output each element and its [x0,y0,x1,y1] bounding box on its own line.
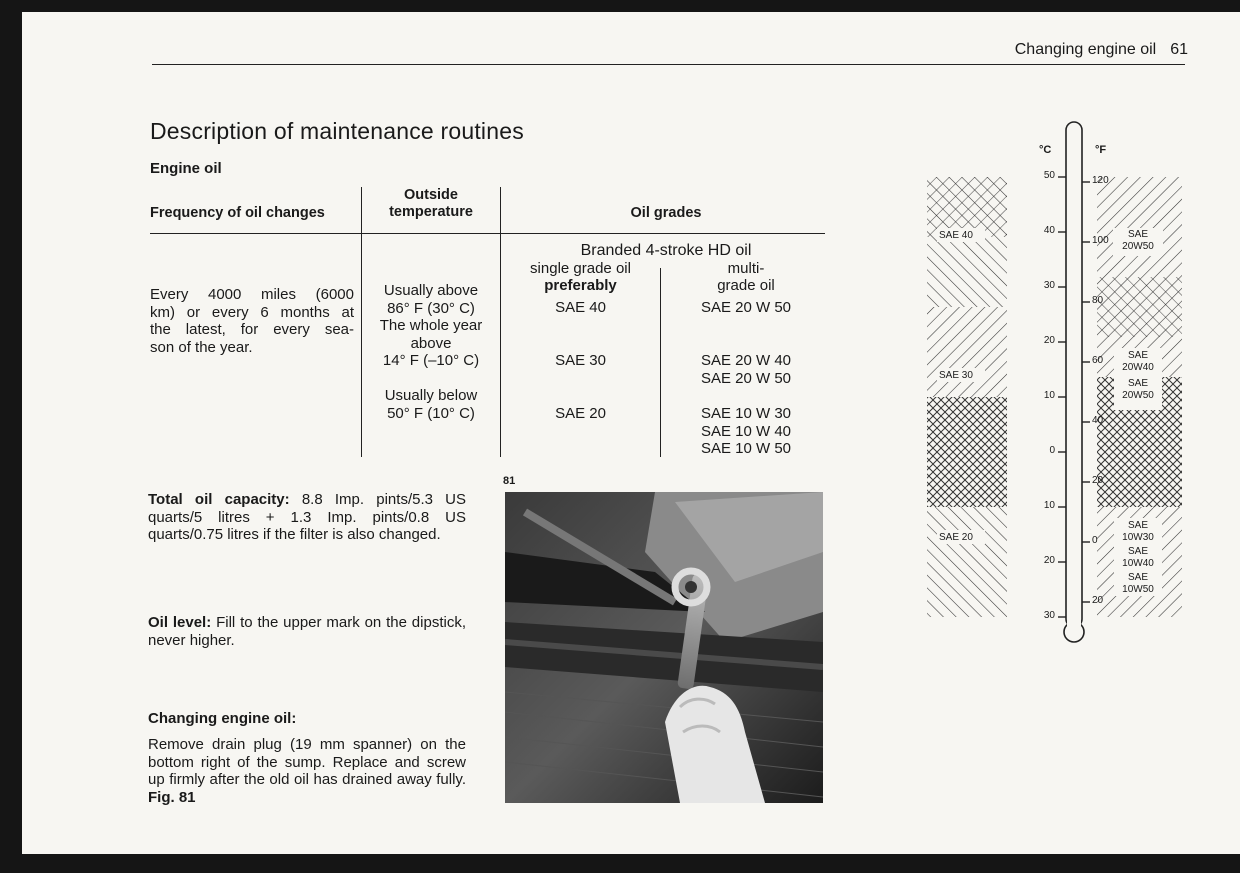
running-header [1001,41,1188,59]
grade-label-sae-10w30: SAE 10W30 [1122,520,1154,543]
fahrenheit-unit-label: °F [1095,144,1107,156]
grade-label-sae-30: SAE 30 [939,370,973,381]
fahrenheit-tick: 60 [1092,355,1104,366]
fahrenheit-tick: 20 [1092,475,1104,486]
header-line: single grade oil [530,260,631,277]
celsius-tick: 20 [1043,555,1055,566]
celsius-unit-label: °C [1039,144,1052,156]
grade-label-sae-20w50: SAE 20W50 [1122,229,1154,252]
oil-level-text: Fill to the upper mark on the dipstick, never higher. [148,614,466,649]
oil-viscosity-thermometer-chart [917,120,1187,650]
single-grade-header [501,260,660,294]
multi-grade-value: SAE 10 W 50 [700,440,792,457]
multi-grade-value: SAE 20 W 50 [700,299,792,316]
header-line: preferably [544,277,617,294]
temperature-cell-2 [362,387,500,422]
cell-line: Every 4000 miles (6000 [150,286,354,303]
column-header-oil-grades: Oil grades [630,205,702,221]
fahrenheit-tick: 40 [1092,415,1104,426]
grade-label-sae-10w40: SAE 10W40 [1122,546,1154,569]
multi-grade-value: SAE 20 W 50 [700,369,792,387]
oil-level-paragraph [148,614,466,649]
celsius-tick: 20 [1043,335,1055,346]
celsius-tick: 50 [1043,170,1055,181]
grade-label-sae-40: SAE 40 [939,230,973,241]
drain-plug-photo-illustration [505,492,823,803]
cell-line: 50° F (10° C) [387,404,475,422]
multi-grade-header [661,260,831,294]
overlap-band [927,397,1007,507]
grade-label-sae-20w50: SAE 20W50 [1122,378,1154,401]
cell-line: Usually above [383,282,479,299]
manual-page [22,12,1240,854]
multi-grade-group [661,352,831,387]
figure-reference: Fig. 81 [148,788,196,806]
fahrenheit-tick: 120 [1092,175,1109,186]
branded-oil-label: Branded 4-stroke HD oil [580,242,752,259]
cell-line: 14° F (–10° C) [382,352,480,369]
sae-30-band [927,307,1007,397]
column-header-frequency: Frequency of oil changes [150,205,325,221]
oil-level-label: Oil level: [148,614,212,631]
section-subtitle: Engine oil [150,160,222,177]
multi-grade-value: SAE 10 W 40 [700,422,792,440]
fahrenheit-tick: 0 [1092,535,1098,546]
multi-grade-group [661,405,831,458]
page-title: Description of maintenance routines [150,118,524,144]
header-line: grade oil [717,277,775,294]
drain-plug-photo [505,492,823,803]
header-rule [152,64,1185,65]
temperature-cell-1 [362,282,500,370]
single-grade-value: SAE 40 [555,299,606,316]
celsius-tick: 10 [1043,500,1055,511]
fahrenheit-tick: 100 [1092,235,1109,246]
running-section-title: Changing engine oil [1014,41,1157,58]
grade-label-sae-20: SAE 20 [939,532,973,543]
page-number: 61 [1170,41,1188,58]
figure-number: 81 [503,475,516,487]
celsius-tick: 30 [1043,610,1055,621]
header-line: temperature [389,204,473,220]
table-header-rule [150,233,825,234]
changing-oil-paragraph [148,736,466,806]
changing-oil-text: Remove drain plug (19 mm spanner) on the bottom right of the sump. Replace and screw up firmly after the old oil has drained away fully. [148,736,466,788]
celsius-tick: 40 [1043,225,1055,236]
cell-line: son of the year. [150,338,253,356]
cell-line: Usually below [384,387,478,404]
frequency-cell [150,286,354,356]
fahrenheit-tick: 80 [1092,295,1104,306]
changing-oil-heading: Changing engine oil: [148,710,297,727]
multi-grade-value: SAE 20 W 40 [700,352,792,369]
fahrenheit-tick: 20 [1092,595,1104,606]
header-line: multi- [727,260,765,277]
cell-line: 86° F (30° C) [387,299,475,317]
single-grade-value: SAE 20 [555,405,606,422]
sae-20-band [927,507,1007,617]
celsius-tick: 30 [1043,280,1055,291]
multi-grade-value: SAE 10 W 30 [700,405,792,422]
cell-line: above [410,334,452,352]
oil-capacity-paragraph [148,491,466,544]
cell-line: the latest, for every sea- [150,321,354,338]
grade-label-sae-20w40: SAE 20W40 [1122,350,1154,373]
celsius-tick: 10 [1043,390,1055,401]
celsius-tick: 0 [1049,445,1055,456]
oil-capacity-text: 8.8 Imp. pints/5.3 US quarts/5 litres + 1.3 Imp. pints/0.8 US quarts/0.75 litres if the filter is also changed. [148,491,466,543]
oil-capacity-label: Total oil capacity: [148,491,290,508]
grade-label-sae-10w50: SAE 10W50 [1122,572,1154,595]
header-line: Outside [404,187,458,203]
single-grade-value: SAE 30 [555,352,606,369]
cell-line: km) or every 6 months at [150,303,354,321]
cell-line: The whole year [379,317,483,334]
column-header-temperature [362,187,500,221]
